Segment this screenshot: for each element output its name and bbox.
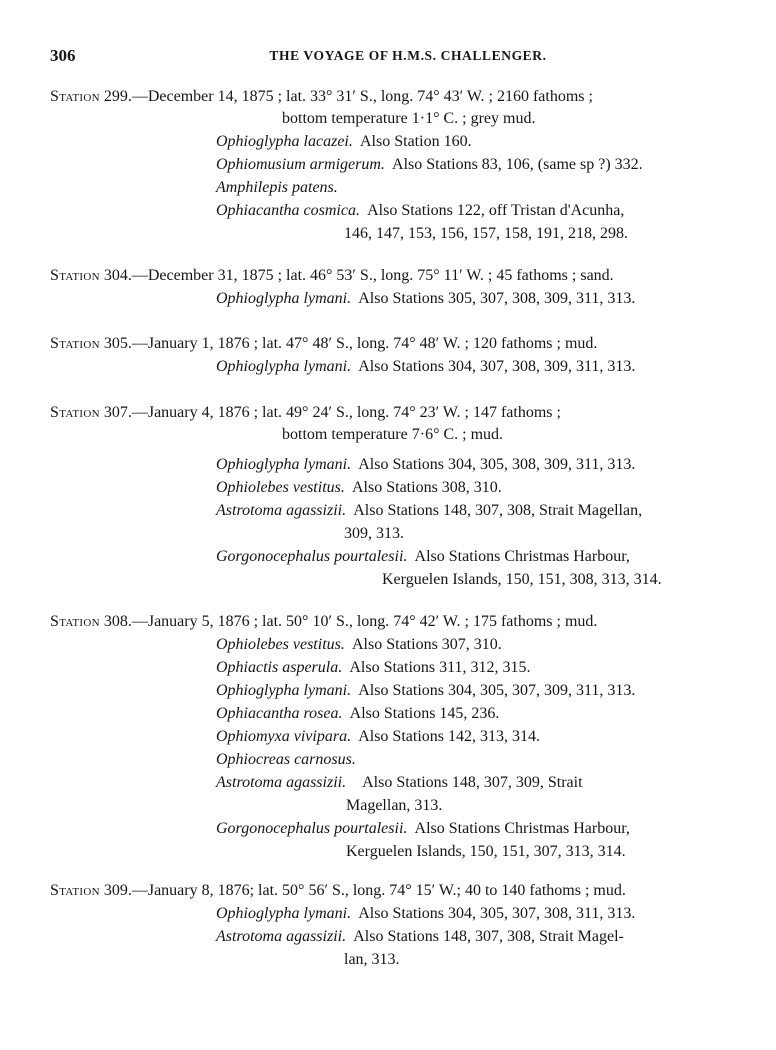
species-name: Amphilepis patens. [216, 179, 338, 196]
species-name: Ophiomyxa vivipara. [216, 728, 352, 745]
species-list [216, 130, 728, 245]
species-entry [216, 725, 728, 748]
species-entry [216, 355, 728, 378]
station-heading [50, 402, 728, 424]
species-stations: Also Stations 304, 307, 308, 309, 311, 313. [358, 358, 636, 375]
species-list [216, 287, 728, 310]
station-label: Station [50, 882, 100, 899]
station-305 [50, 333, 728, 378]
species-name: Astrotoma agassizii. [216, 774, 347, 791]
species-list [216, 453, 728, 591]
station-label: Station [50, 267, 100, 284]
species-name: Ophioglypha lymani. [216, 358, 352, 375]
species-name: Ophioglypha lacazei. [216, 133, 353, 150]
station-heading [50, 265, 728, 287]
species-entry [216, 130, 728, 153]
station-308 [50, 611, 728, 863]
station-heading [50, 86, 728, 108]
station-heading [50, 611, 728, 633]
species-name: Ophioglypha lymani. [216, 290, 352, 307]
species-name: Ophiactis asperula. [216, 659, 343, 676]
species-entry [216, 902, 728, 925]
station-299 [50, 86, 728, 245]
species-entry [216, 545, 728, 591]
species-entry [216, 656, 728, 679]
species-name: Ophiacantha cosmica. [216, 202, 360, 219]
species-name: Ophiolebes vestitus. [216, 479, 345, 496]
station-details-continuation: bottom temperature 1·1° C. ; grey mud. [282, 110, 536, 127]
species-stations: Also Stations 304, 305, 308, 309, 311, 313. [358, 456, 636, 473]
species-stations-continuation: lan, 313. [344, 951, 400, 968]
species-name: Ophioglypha lymani. [216, 682, 352, 699]
species-entry [216, 499, 728, 545]
species-stations: Also Stations 122, off Tristan d'Acunha, [367, 202, 625, 219]
station-details: 308.—January 5, 1876 ; lat. 50° 10′ S., long. 74° 42′ W. ; 175 fathoms ; mud. [99, 613, 598, 630]
station-details: 307.—January 4, 1876 ; lat. 49° 24′ S., long. 74° 23′ W. ; 147 fathoms ; [99, 404, 561, 421]
species-stations: Also Stations 83, 106, (same sp ?) 332. [392, 156, 643, 173]
station-details: 299.—December 14, 1875 ; lat. 33° 31′ S., long. 74° 43′ W. ; 2160 fathoms ; [99, 88, 593, 105]
species-entry [216, 925, 728, 971]
species-name: Ophioglypha lymani. [216, 905, 352, 922]
species-entry [216, 287, 728, 310]
species-entry [216, 771, 728, 817]
species-name: Gorgonocephalus pourtalesii. [216, 548, 408, 565]
species-entry [216, 153, 728, 176]
species-stations-continuation: Magellan, 313. [346, 797, 443, 814]
species-name: Ophiacantha rosea. [216, 705, 343, 722]
station-heading [50, 880, 728, 902]
species-stations-continuation: Kerguelen Islands, 150, 151, 308, 313, 314. [382, 571, 662, 588]
species-stations: Also Stations 148, 307, 309, Strait [362, 774, 583, 791]
species-entry [216, 817, 728, 863]
station-label: Station [50, 613, 100, 630]
species-stations: Also Stations Christmas Harbour, [414, 548, 630, 565]
species-stations: Also Stations 311, 312, 315. [349, 659, 531, 676]
station-details: 305.—January 1, 1876 ; lat. 47° 48′ S., long. 74° 48′ W. ; 120 fathoms ; mud. [99, 335, 598, 352]
station-309 [50, 880, 728, 971]
station-heading [50, 333, 728, 355]
species-name: Ophiocreas carnosus. [216, 751, 356, 768]
species-entry [216, 679, 728, 702]
species-stations: Also Stations Christmas Harbour, [414, 820, 630, 837]
station-label: Station [50, 404, 100, 421]
species-list [216, 633, 728, 863]
station-label: Station [50, 88, 100, 105]
species-stations: Also Station 160. [360, 133, 472, 150]
species-stations-continuation: 146, 147, 153, 156, 157, 158, 191, 218, 298. [344, 225, 628, 242]
station-label: Station [50, 335, 100, 352]
species-stations: Also Stations 307, 310. [352, 636, 502, 653]
species-entry [216, 633, 728, 656]
species-name: Ophiomusium armigerum. [216, 156, 385, 173]
species-name: Ophioglypha lymani. [216, 456, 352, 473]
station-304 [50, 265, 728, 310]
running-title: THE VOYAGE OF H.M.S. CHALLENGER. [269, 48, 547, 63]
station-details-continuation: bottom temperature 7·6° C. ; mud. [282, 426, 504, 443]
species-name: Gorgonocephalus pourtalesii. [216, 820, 408, 837]
species-stations: Also Stations 148, 307, 308, Strait Magel- [353, 928, 624, 945]
station-details: 304.—December 31, 1875 ; lat. 46° 53′ S., long. 75° 11′ W. ; 45 fathoms ; sand. [99, 267, 614, 284]
species-list [216, 902, 728, 971]
species-stations: Also Stations 142, 313, 314. [358, 728, 540, 745]
page-number: 306 [50, 46, 76, 65]
species-entry [216, 453, 728, 476]
species-stations-continuation: Kerguelen Islands, 150, 151, 307, 313, 314. [346, 843, 626, 860]
species-entry [216, 748, 728, 771]
species-stations: Also Stations 305, 307, 308, 309, 311, 313. [358, 290, 636, 307]
species-entry [216, 702, 728, 725]
species-name: Ophiolebes vestitus. [216, 636, 345, 653]
species-stations: Also Stations 304, 305, 307, 309, 311, 313. [358, 682, 636, 699]
species-stations: Also Stations 308, 310. [352, 479, 502, 496]
species-stations-continuation: 309, 313. [344, 525, 404, 542]
species-name: Astrotoma agassizii. [216, 928, 347, 945]
species-stations: Also Stations 145, 236. [349, 705, 500, 722]
species-stations: Also Stations 304, 305, 307, 308, 311, 313. [358, 905, 636, 922]
species-entry [216, 176, 728, 199]
species-name: Astrotoma agassizii. [216, 502, 347, 519]
station-307 [50, 402, 728, 591]
species-entry [216, 199, 728, 245]
species-entry [216, 476, 728, 499]
station-details: 309.—January 8, 1876; lat. 50° 56′ S., long. 74° 15′ W.; 40 to 140 fathoms ; mud. [99, 882, 626, 899]
page-header [50, 46, 726, 70]
species-stations: Also Stations 148, 307, 308, Strait Magellan, [353, 502, 643, 519]
species-list [216, 355, 728, 378]
